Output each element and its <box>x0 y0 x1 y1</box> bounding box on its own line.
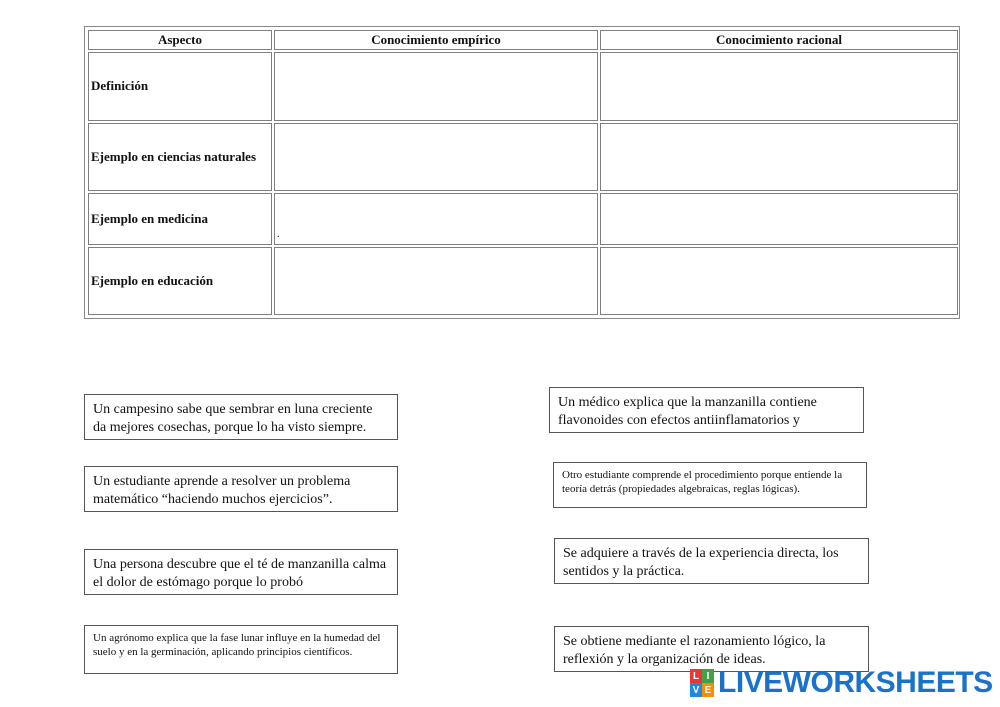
header-empirico: Conocimiento empírico <box>274 30 598 50</box>
liveworksheets-logo <box>690 666 993 700</box>
badge-letter: I <box>702 669 714 683</box>
drag-card-razonamiento-logico[interactable]: Se obtiene mediante el razonamiento lógico, la reflexión y la organización de ideas. <box>554 626 869 672</box>
drag-card-experiencia-directa[interactable]: Se adquiere a través de la experiencia directa, los sentidos y la práctica. <box>554 538 869 584</box>
drop-cell-empirico-medicina[interactable] <box>274 193 598 245</box>
logo-text: LIVEWORKSHEETS <box>718 666 993 699</box>
stray-mark: . <box>277 228 280 240</box>
drag-card-estudiante-ejercicios[interactable]: Un estudiante aprende a resolver un problema matemático “haciendo muchos ejercicios”. <box>84 466 398 512</box>
table-row <box>88 247 958 315</box>
drag-card-manzanilla-probo[interactable]: Una persona descubre que el té de manzanilla calma el dolor de estómago porque lo probó <box>84 549 398 595</box>
live-badge-icon <box>690 669 714 697</box>
table-row <box>88 123 958 191</box>
badge-letter: E <box>702 683 714 697</box>
table-header-row <box>88 30 958 50</box>
comparison-table-frame <box>84 26 960 319</box>
badge-letter: L <box>690 669 702 683</box>
drop-cell-empirico-educacion[interactable] <box>274 247 598 315</box>
drop-cell-racional-definicion[interactable] <box>600 52 958 120</box>
drop-cell-racional-educacion[interactable] <box>600 247 958 315</box>
header-aspecto: Aspecto <box>88 30 272 50</box>
table-row <box>88 52 958 120</box>
comparison-table <box>86 28 960 317</box>
row-label-educacion: Ejemplo en educación <box>88 247 272 315</box>
row-label-ciencias: Ejemplo en ciencias naturales <box>88 123 272 191</box>
row-label-definicion: Definición <box>88 52 272 120</box>
drag-card-agronomo[interactable]: Un agrónomo explica que la fase lunar influye en la humedad del suelo y en la germinación, aplicando principios científicos. <box>84 625 398 674</box>
drop-cell-racional-medicina[interactable] <box>600 193 958 245</box>
drag-card-medico-flavonoides[interactable]: Un médico explica que la manzanilla contiene flavonoides con efectos antiinflamatorios y <box>549 387 864 433</box>
drag-card-estudiante-teoria[interactable]: Otro estudiante comprende el procedimiento porque entiende la teoría detrás (propiedades algebraicas, reglas lógicas). <box>553 462 867 508</box>
badge-letter: V <box>690 683 702 697</box>
header-racional: Conocimiento racional <box>600 30 958 50</box>
drag-card-campesino[interactable]: Un campesino sabe que sembrar en luna creciente da mejores cosechas, porque lo ha visto siempre. <box>84 394 398 440</box>
drop-cell-empirico-ciencias[interactable] <box>274 123 598 191</box>
drop-cell-racional-ciencias[interactable] <box>600 123 958 191</box>
drop-cell-empirico-definicion[interactable] <box>274 52 598 120</box>
table-row <box>88 193 958 245</box>
row-label-medicina: Ejemplo en medicina <box>88 193 272 245</box>
